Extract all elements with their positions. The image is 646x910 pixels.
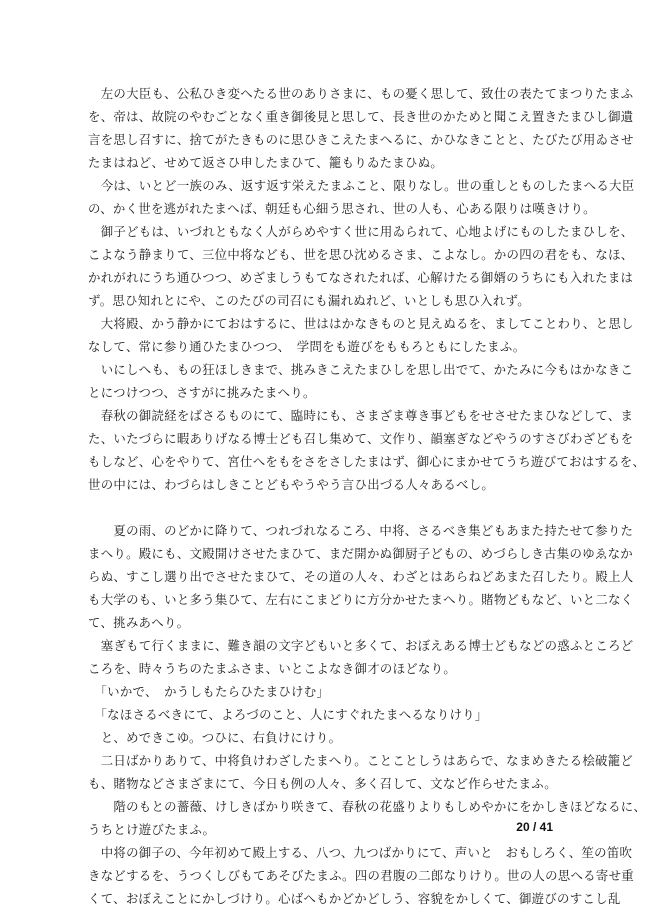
- text-line: 中将の御子の、今年初めて殿上する、八つ、九つばかりにて、声いと おもしろく、笙の笛吹: [88, 845, 633, 860]
- text-line: たまはねど、せめて返さひ申したまひて、籠もりゐたまひぬ。: [88, 155, 444, 170]
- text-line: 塞ぎもて行くままに、難き韻の文字どもいと多くて、おぼえある博士どもなどの惑ふところど: [88, 638, 634, 653]
- text-line: まへり。殿にも、文殿開けさせたまひて、まだ開かぬ御厨子どもの、めづらしき古集のゆゑなか: [88, 546, 633, 561]
- text-line: 階のもとの薔薇、けしきばかり咲きて、春秋の花盛りよりもしめやかにをかしきほどなるに、: [88, 799, 646, 814]
- text-line: の、かく世を逃がれたまへば、朝廷も心細う思され、世の人も、心ある限りは嘆きけり。: [88, 201, 596, 216]
- text-line: こよなう静まりて、三位中将なども、世を思ひ沈めるさま、こよなし。かの四の君をも、なほ、: [88, 247, 634, 262]
- text-line: かれがれにうち通ひつつ、めざましうもてなされたれば、心解けたる御婿のうちにも入れたまは: [88, 270, 634, 285]
- text-line: 今は、いとど一族のみ、返す返す栄えたまふこと、限りなし。世の重しとものしたまへる大臣: [88, 178, 635, 193]
- text-line: きなどするを、うつくしびもてあそびたまふ。四の君腹の二郎なりけり。世の人の思へる寄せ重: [88, 868, 634, 883]
- text-line: 二日ばかりありて、中将負けわざしたまへり。ことことしうはあらで、なまめきたる桧破籠ど: [88, 753, 634, 768]
- text-line: いにしへも、もの狂ほしきまで、挑みきこえたまひしを思し出でて、かたみに今もはかなきこ: [88, 362, 634, 377]
- text-line: て、挑みあへり。: [88, 615, 190, 630]
- text-line: た、いたづらに暇ありげなる博士ども召し集めて、文作り、韻塞ぎなどやうのすさびわざどもを: [88, 431, 634, 446]
- text-line: 春秋の御読経をばさるものにて、臨時にも、さまざま尊き事どもをせさせたまひなどして、ま: [88, 408, 634, 423]
- text-line: 言を思し召すに、捨てがたきものに思ひきこえたまへるに、かひなきことと、たびたび用ゐさせ: [88, 132, 634, 147]
- text-line: 御子どもは、いづれともなく人がらめやすく世に用ゐられて、心地よげにものしたまひしを、: [88, 224, 634, 239]
- text-line: も、賭物などさまざまにて、今日も例の人々、多く召して、文など作らせたまふ。: [88, 776, 557, 791]
- text-line: とにつけつつ、さすがに挑みたまへり。: [88, 385, 316, 400]
- body-text: [88, 82, 646, 910]
- text-line: もしなど、心をやりて、宮仕へをもをさをさしたまはず、御心にまかせてうち遊びておはするを、: [88, 454, 646, 469]
- text-line: と、めできこゆ。つひに、右負けにけり。: [88, 730, 342, 745]
- text-line: くて、おぼえことにかしづけり。心ばへもかどかどしう、容貌をかしくて、御遊びのすこし乱: [88, 891, 621, 906]
- text-line: を、帝は、故院のやむごとなく重き御後見と思して、長き世のかためと聞こえ置きたまひし御遺: [88, 109, 634, 124]
- text-line: ず。思ひ知れとにや、このたびの司召にも漏れぬれど、いとしも思ひ入れず。: [88, 293, 530, 308]
- text-line: 大将殿、かう静かにておはするに、世ははかなきものと見えぬるを、ましてことわり、と思し: [88, 316, 634, 331]
- paragraph-gap: [88, 496, 556, 519]
- text-line: 「なほさるべきにて、よろづのこと、人にすぐれたまへるなりけり」: [88, 707, 488, 722]
- text-line: 左の大臣も、公私ひき変へたる世のありさまに、もの憂く思して、致仕の表たてまつりたまふ: [88, 86, 634, 101]
- text-line: ころを、時々うちのたまふさま、いとこよなき御才のほどなり。: [88, 661, 457, 676]
- text-line: 夏の雨、のどかに降りて、つれづれなるころ、中将、さるべき集どもあまた持たせて参りた: [88, 523, 634, 538]
- text-line: なして、常に参り通ひたまひつつ、 学問をも遊びをももろともにしたまふ。: [88, 339, 526, 354]
- text-line: うちとけ遊びたまふ。: [88, 822, 216, 837]
- text-line: 「いかで、 かうしもたらひたまひけむ」: [88, 684, 330, 699]
- text-line: も大学のも、いと多う集ひて、左右にこまどりに方分かせたまへり。賭物どもなど、いと二なく: [88, 592, 634, 607]
- page-number: 20 / 41: [516, 820, 553, 834]
- text-line: 世の中には、わづらはしきことどもやうやう言ひ出づる人々あるべし。: [88, 477, 495, 492]
- text-line: らぬ、すこし選り出でさせたまひて、その道の人々、わざとはあらねどあまた召したり。殿上人: [88, 569, 634, 584]
